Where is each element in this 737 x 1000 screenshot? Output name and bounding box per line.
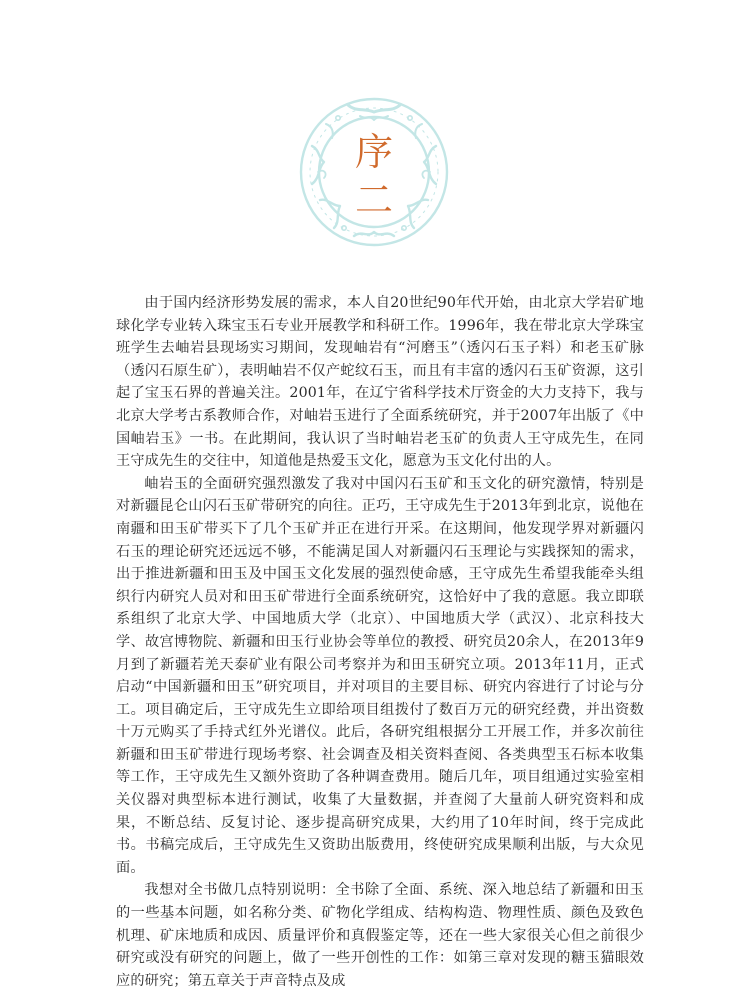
paragraph-1: 由于国内经济形势发展的需求，本人自20世纪90年代开始，由北京大学岩矿地球化学专业转入珠宝玉石专业开展教学和科研工作。1996年，我在带北京大学珠宝班学生去岫岩县现场实习期间，发现岫岩有“河磨玉”（透闪石玉子料）和老玉矿脉（透闪石原生矿），表明岫岩不仅产蛇纹石玉，而且有丰富的透闪石玉矿资源，这引起了宝玉石界的普遍关注。2001年，在辽宁省科学技术厅资金的大力支持下，我与北京大学考古系教师合作，对岫岩玉进行了全面系统研究，并于2007年出版了《中国岫岩玉》一书。在此期间，我认识了当时岫岩老玉矿的负责人王守成先生，在同王守成先生的交往中，知道他是热爱玉文化，愿意为玉文化付出的人。 (116, 295, 644, 470)
paragraph-3: 我想对全书做几点特别说明：全书除了全面、系统、深入地总结了新疆和田玉的一些基本问题，如名称分类、矿物化学组成、结构构造、物理性质、颜色及致色机理、矿床地质和成因、质量评价和真假鉴定等，还在一些大家很关心但之前很少研究或没有研究的问题上，做了一些开创性的工作：如第三章对发现的糖玉猫眼效应的研究；第五章关于声音特点及成 (116, 882, 644, 989)
paragraph-2: 岫岩玉的全面研究强烈激发了我对中国闪石玉矿和玉文化的研究激情，特别是对新疆昆仑山闪石玉矿带研究的向往。正巧，王守成先生于2013年到北京，说他在南疆和田玉矿带买下了几个玉矿并正在进行开采。在这期间，他发现学界对新疆闪石玉的理论研究还远远不够，不能满足国人对新疆闪石玉理论与实践探知的需求，出于推进新疆和田玉及中国玉文化发展的强烈使命感，王守成先生希望我能牵头组织行内研究人员对和田玉矿带进行全面系统研究，这恰好中了我的意愿。我立即联系组织了北京大学、中国地质大学（北京）、中国地质大学（武汉）、北京科技大学、故宫博物院、新疆和田玉行业协会等单位的教授、研究员20余人，在2013年9月到了新疆若羌天泰矿业有限公司考察并为和田玉研究立项。2013年11月，正式启动“中国新疆和田玉”研究项目，并对项目的主要目标、研究内容进行了讨论与分工。项目确定后，王守成先生立即给项目组拨付了数百万元的研究经费，并出资数十万元购买了手持式红外光谱仪。此后，各研究组根据分工开展工作，并多次前往新疆和田玉矿带进行现场考察、社会调查及相关资料查阅、各类典型玉石标本收集等工作，王守成先生又额外资助了各种调查费用。随后几年，项目组通过实验室相关仪器对典型标本进行测试，收集了大量数据，并查阅了大量前人研究资料和成果，不断总结、反复讨论、逐步提高研究成果，大约用了10年时间，终于完成此书。书稿完成后，王守成先生又资助出版费用，终使研究成果顺利出版，与大众见面。 (116, 475, 644, 876)
page-title-char-1: 序 (354, 130, 393, 174)
page-title-char-2: 二 (354, 178, 393, 222)
title-emblem (298, 96, 450, 248)
preface-body (116, 292, 644, 992)
